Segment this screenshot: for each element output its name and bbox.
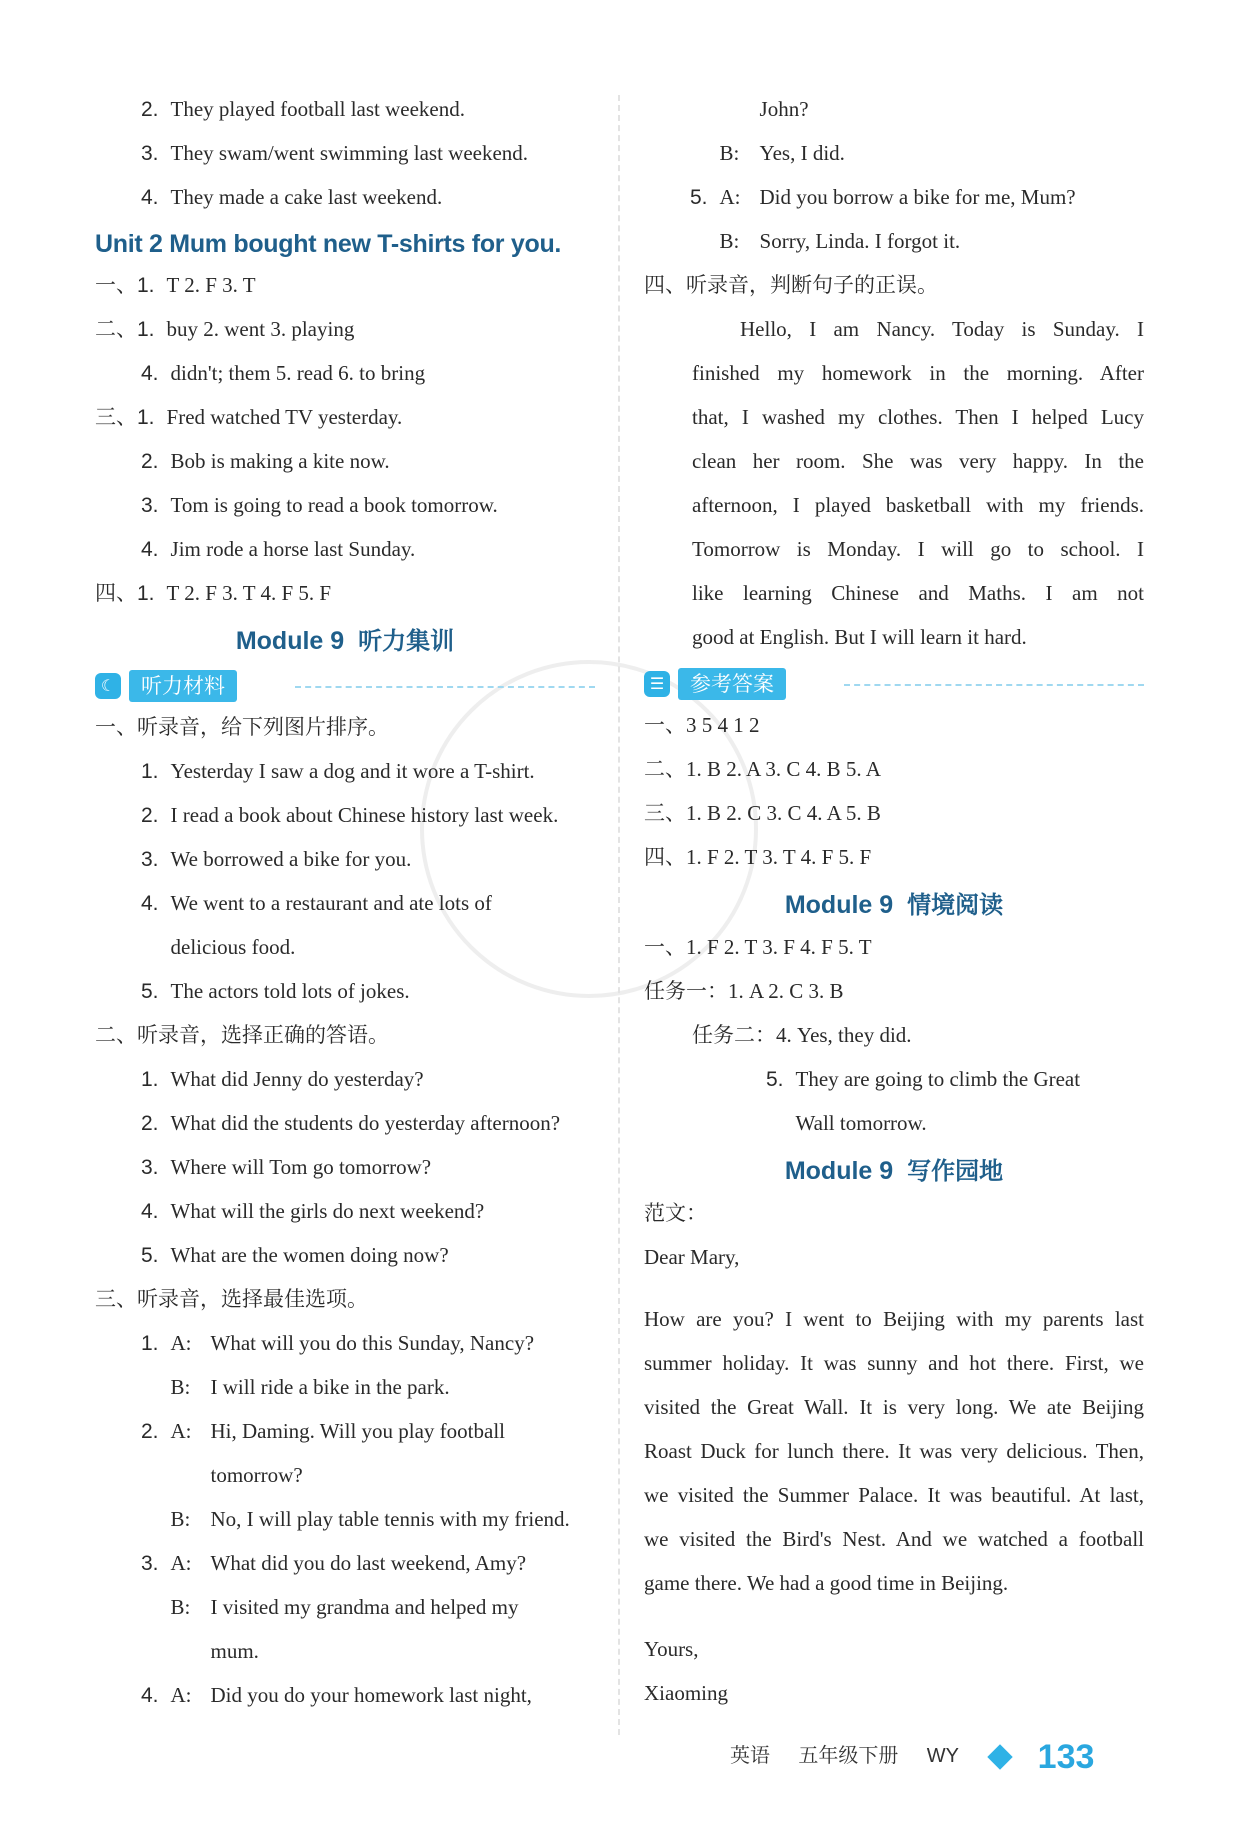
item-text: I read a book about Chinese history last week. (170, 803, 559, 827)
passage-line: afternoon, I played basketball with my friends. (692, 493, 1144, 517)
item-number: 3. (141, 494, 159, 517)
list-item (95, 444, 595, 488)
item-number: 3. (141, 1156, 159, 1179)
dialogue-text: Yes, I did. (759, 141, 845, 165)
dialogue-line (95, 1502, 595, 1546)
dialogue-line (644, 180, 1144, 224)
passage-line: like learning Chinese and Maths. I am not (692, 581, 1144, 605)
module9-listening-title (95, 620, 595, 666)
answer-key-tag: 参考答案 (678, 668, 786, 700)
item-number: 2. (141, 1112, 159, 1135)
passage-line: that, I washed my clothes. Then I helped Lucy (692, 405, 1144, 429)
item-number: 4. (141, 1200, 159, 1223)
item-number: 2. (141, 450, 159, 473)
item-number: 2. (141, 1420, 159, 1443)
letter-line: Roast Duck for lunch there. It was very delicious. Then, (644, 1439, 1144, 1463)
reading-answer-line: 任务一：1. A 2. C 3. B (644, 979, 844, 1003)
letter-line: we visited the Summer Palace. It was beautiful. At last, (644, 1483, 1144, 1507)
footer-grade: 五年级下册 (798, 1743, 899, 1767)
list-item (95, 842, 595, 886)
item-number: 1. (141, 1332, 159, 1355)
module-title-en: Module 9 (235, 627, 345, 655)
item-text: Jim rode a horse last Sunday. (170, 537, 416, 561)
passage-line: clean her room. She was very happy. In the (692, 449, 1144, 473)
headphones-icon: ☾ (95, 673, 121, 699)
speaker-label: B: (170, 1507, 191, 1531)
book-icon: ☰ (644, 671, 670, 697)
dialogue-line (95, 1590, 595, 1634)
listening-material-tag: 听力材料 (129, 670, 237, 702)
item-text: What did the students do yesterday afternoon? (170, 1111, 561, 1135)
reading-answer-line: 一、1. F 2. T 3. F 4. F 5. T (644, 935, 872, 959)
listening-material-tag-row (95, 666, 595, 710)
item-number: 一、1. (95, 274, 155, 297)
column-divider (618, 95, 620, 1735)
answer-line: 一、3 5 4 1 2 (644, 713, 760, 737)
reading-answers (644, 930, 1144, 1062)
unit2-answers (95, 268, 595, 620)
dialogue-line (95, 1326, 595, 1370)
dialogue-text: What did you do last weekend, Amy? (210, 1551, 527, 1575)
speaker-label: A: (170, 1419, 192, 1443)
dialogue-line (95, 1370, 595, 1414)
item-text: T 2. F 3. T (166, 273, 256, 297)
list-item (95, 180, 595, 224)
sample-label: 范文： (644, 1201, 707, 1225)
dialogue-line (95, 1678, 595, 1722)
item-text: Bob is making a kite now. (170, 449, 390, 473)
speaker-label: A: (170, 1551, 192, 1575)
page-footer (730, 1725, 1116, 1785)
item-text: delicious food. (170, 935, 296, 959)
section3-heading: 三、听录音，选择最佳选项。 (95, 1287, 368, 1311)
passage-line: Hello, I am Nancy. Today is Sunday. I (740, 317, 1144, 341)
tag-divider (844, 684, 1144, 686)
item-text: What are the women doing now? (170, 1243, 449, 1267)
letter-line: How are you? I went to Beijing with my parents last (644, 1307, 1144, 1331)
dialogue-line (644, 92, 1144, 136)
speaker-label: B: (170, 1375, 191, 1399)
item-number: 1. (141, 760, 159, 783)
item-text: Fred watched TV yesterday. (166, 405, 403, 429)
speaker-label: A: (719, 185, 741, 209)
right-column (644, 92, 1144, 1720)
item-text: buy 2. went 3. playing (166, 317, 355, 341)
footer-edition: WY (926, 1745, 959, 1767)
list-item (95, 798, 595, 842)
passage-line: finished my homework in the morning. After (692, 361, 1144, 385)
item-number: 4. (141, 538, 159, 561)
letter-line: game there. We had a good time in Beijing. (644, 1571, 1009, 1595)
item-text: didn't; them 5. read 6. to bring (170, 361, 426, 385)
list-item (95, 1150, 595, 1194)
item-text: We borrowed a bike for you. (170, 847, 412, 871)
section2-heading: 二、听录音，选择正确的答语。 (95, 1023, 389, 1047)
speaker-label: B: (719, 229, 740, 253)
item-number: 四、1. (95, 582, 155, 605)
letter-body (644, 1302, 1144, 1610)
speaker-label: A: (170, 1683, 192, 1707)
item-number: 4. (141, 1684, 159, 1707)
dialogue-continued (644, 92, 1144, 268)
item-text: T 2. F 3. T 4. F 5. F (166, 581, 332, 605)
footer-subject: 英语 (730, 1743, 770, 1767)
module-title-en: Module 9 (784, 891, 894, 919)
item-text: Yesterday I saw a dog and it wore a T-shirt. (170, 759, 535, 783)
dialogue-text: Did you borrow a bike for me, Mum? (759, 185, 1076, 209)
item-number: 1. (141, 1068, 159, 1091)
speaker-label: B: (170, 1595, 191, 1619)
dialogue-text: Hi, Daming. Will you play football (210, 1419, 505, 1443)
dialogue-line (95, 1458, 595, 1502)
module-title-cn: 听力集训 (358, 627, 455, 655)
unit2-title: Unit 2 Mum bought new T-shirts for you. (95, 230, 562, 258)
item-text: We went to a restaurant and ate lots of (170, 891, 492, 915)
answer-line: 三、1. B 2. C 3. C 4. A 5. B (644, 801, 881, 825)
item-text: Tom is going to read a book tomorrow. (170, 493, 498, 517)
list-item (95, 92, 595, 136)
section1-heading: 一、听录音，给下列图片排序。 (95, 715, 389, 739)
item-number: 二、1. (95, 318, 155, 341)
item-number: 5. (141, 1244, 159, 1267)
list-item (95, 488, 595, 532)
dialogue-text: No, I will play table tennis with my friend. (210, 1507, 570, 1531)
dialogue-line (95, 1414, 595, 1458)
list-item (95, 1106, 595, 1150)
page-number: 133 (1037, 1737, 1095, 1776)
letter-line: we visited the Bird's Nest. And we watched a football (644, 1527, 1144, 1551)
dialogue-line (95, 1634, 595, 1678)
reading-answer-5: 5. They are going to climb the Great (766, 1067, 1081, 1091)
list-item (95, 930, 595, 974)
left-column (95, 92, 595, 1722)
list-item (95, 136, 595, 180)
answer-key-tag-row (644, 664, 1144, 708)
item-number: 3. (141, 848, 159, 871)
list-item (95, 356, 595, 400)
module-title-en: Module 9 (784, 1157, 894, 1185)
dialogue-text: Did you do your homework last night, (210, 1683, 532, 1707)
answer-line: 二、1. B 2. A 3. C 4. B 5. A (644, 757, 881, 781)
dialogue-text: I will ride a bike in the park. (210, 1375, 450, 1399)
module9-reading-title (644, 884, 1144, 930)
answer-line: 四、1. F 2. T 3. T 4. F 5. F (644, 845, 872, 869)
item-number: 5. (690, 186, 708, 209)
list-item (95, 268, 595, 312)
list-item (95, 1194, 595, 1238)
reading-answer-line: 任务二：4. Yes, they did. (692, 1023, 912, 1047)
dialogue-line (95, 1546, 595, 1590)
dialogue-text: mum. (210, 1639, 259, 1663)
list-item (95, 886, 595, 930)
unit1-tail-lines (95, 92, 595, 224)
item-number: 4. (141, 892, 159, 915)
letter-greeting: Dear Mary, (644, 1245, 740, 1269)
item-text: What will the girls do next weekend? (170, 1199, 485, 1223)
module-title-cn: 情境阅读 (907, 891, 1004, 919)
list-item (95, 312, 595, 356)
dialogue-text: I visited my grandma and helped my (210, 1595, 519, 1619)
item-text: Where will Tom go tomorrow? (170, 1155, 432, 1179)
list-item (95, 1062, 595, 1106)
reading-answer-5-cont: Wall tomorrow. (795, 1111, 927, 1135)
list-item (95, 576, 595, 620)
speaker-label: A: (170, 1331, 192, 1355)
dialogue-line (644, 136, 1144, 180)
item-text: What did Jenny do yesterday? (170, 1067, 424, 1091)
speaker-label: B: (719, 141, 740, 165)
item-number: 4. (141, 362, 159, 385)
item-text: They made a cake last weekend. (170, 185, 443, 209)
diamond-icon (988, 1744, 1013, 1769)
item-text: The actors told lots of jokes. (170, 979, 410, 1003)
section4-heading: 四、听录音，判断句子的正误。 (644, 273, 938, 297)
letter-line: summer holiday. It was sunny and hot there. First, we (644, 1351, 1144, 1375)
passage-line: good at English. But I will learn it hard. (692, 625, 1027, 649)
letter-line: visited the Great Wall. It is very long. We ate Beijing (644, 1395, 1144, 1419)
module9-writing-title (644, 1150, 1144, 1196)
item-text: They played football last weekend. (170, 97, 465, 121)
section3-list (95, 1326, 595, 1722)
listening-answers (644, 708, 1144, 884)
letter-signature: Xiaoming (644, 1681, 728, 1705)
listening-passage (644, 312, 1144, 664)
dialogue-line (644, 224, 1144, 268)
item-number: 2. (141, 804, 159, 827)
list-item (95, 754, 595, 798)
item-number: 4. (141, 186, 159, 209)
list-item (95, 400, 595, 444)
item-text: They swam/went swimming last weekend. (170, 141, 529, 165)
item-number: 3. (141, 142, 159, 165)
list-item (95, 1238, 595, 1282)
dialogue-text: Sorry, Linda. I forgot it. (759, 229, 961, 253)
letter-closing: Yours, (644, 1637, 699, 1661)
passage-line: Tomorrow is Monday. I will go to school. I (692, 537, 1144, 561)
dialogue-text: John? (759, 97, 809, 121)
item-number: 三、1. (95, 406, 155, 429)
dialogue-text: What will you do this Sunday, Nancy? (210, 1331, 535, 1355)
section2-list (95, 1062, 595, 1282)
item-number: 3. (141, 1552, 159, 1575)
item-number: 5. (141, 980, 159, 1003)
list-item (95, 532, 595, 576)
module-title-cn: 写作园地 (907, 1157, 1004, 1185)
list-item (95, 974, 595, 1018)
item-number: 2. (141, 98, 159, 121)
section1-list (95, 754, 595, 1018)
dialogue-text: tomorrow? (210, 1463, 303, 1487)
tag-divider (295, 686, 595, 688)
